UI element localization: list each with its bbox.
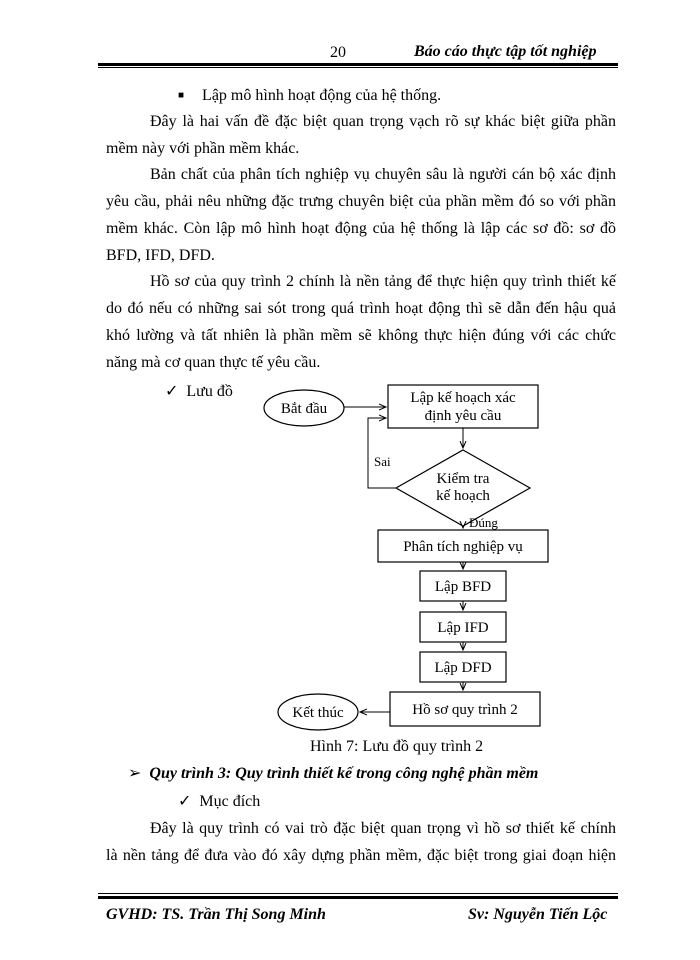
- bullet-item: ■ Lập mô hình hoạt động của hệ thống.: [178, 87, 442, 104]
- paragraph-line: yêu cầu, phải nêu những đặc trưng chuyên biệt của phần mềm đó so với phần: [106, 193, 616, 210]
- paragraph-line: do đó nếu có những sai sót trong quá trình hoạt động thì sẽ dẫn đến hậu quả: [106, 300, 616, 317]
- paragraph-line: Hồ sơ của quy trình 2 chính là nền tảng để thực hiện quy trình thiết kế: [150, 273, 616, 290]
- arrow-bullet-icon: ➢: [128, 765, 142, 782]
- report-title: Báo cáo thực tập tốt nghiệp: [414, 43, 597, 60]
- page-number: 20: [330, 44, 346, 61]
- checkmark-icon: ✓: [178, 793, 192, 810]
- paragraph-line: BFD, IFD, DFD.: [106, 247, 215, 264]
- bfd-label: Lập BFD: [434, 579, 492, 595]
- paragraph-line: khó lường và tất nhiên là phần mềm sẽ không thực hiện đúng với các chức: [106, 327, 616, 344]
- figure-caption: Hình 7: Lưu đồ quy trình 2: [310, 738, 484, 755]
- true-label: Đúng: [469, 515, 498, 530]
- false-label: Sai: [374, 454, 391, 469]
- start-label: Bắt đầu: [280, 401, 328, 417]
- dfd-label: Lập DFD: [434, 660, 492, 676]
- footer-rule: [98, 896, 618, 899]
- supervisor-name: GVHD: TS. Trần Thị Song Minh: [106, 906, 326, 923]
- analysis-label: Phân tích nghiệp vụ: [403, 539, 523, 555]
- ifd-label: Lập IFD: [437, 620, 489, 636]
- check-label-1: Kiểm tra: [436, 471, 490, 487]
- paragraph-line: là nền tảng để đưa vào đó xây dựng phần mềm, đặc biệt trong giai đoạn hiện: [106, 847, 616, 864]
- footer-rule-thin: [98, 893, 618, 894]
- section-heading: ➢ Quy trình 3: Quy trình thiết kế trong công nghệ phần mềm: [128, 765, 539, 782]
- paragraph-line: năng mà cơ quan thực tế yêu cầu.: [106, 354, 321, 371]
- paragraph-line: Đây là quy trình có vai trò đặc biệt quan trọng vì hồ sơ thiết kế chính: [150, 820, 616, 837]
- checkmark-icon: ✓: [165, 383, 179, 400]
- paragraph-line: Đây là hai vấn đề đặc biệt quan trọng vạch rõ sự khác biệt giữa phần: [150, 113, 616, 130]
- paragraph-line: Bản chất của phân tích nghiệp vụ chuyên sâu là người cán bộ xác định: [150, 166, 616, 183]
- dossier-label: Hồ sơ quy trình 2: [412, 702, 518, 718]
- plan-label-1: Lập kế hoạch xác: [410, 390, 516, 406]
- check-item-flowchart: ✓ Lưu đồ: [165, 383, 233, 400]
- paragraph-line: mềm này với phần mềm khác.: [106, 140, 300, 157]
- end-label: Kết thúc: [292, 705, 344, 721]
- plan-label-2: định yêu cầu: [424, 408, 502, 424]
- square-bullet-icon: ■: [178, 90, 185, 101]
- check-label-2: kế hoạch: [436, 488, 490, 504]
- student-name: Sv: Nguyễn Tiến Lộc: [468, 906, 608, 923]
- check-item-purpose: ✓ Mục đích: [178, 793, 261, 810]
- paragraph-line: mềm khác. Còn lập mô hình hoạt động của hệ thống là lập các sơ đồ: sơ đồ: [106, 220, 616, 237]
